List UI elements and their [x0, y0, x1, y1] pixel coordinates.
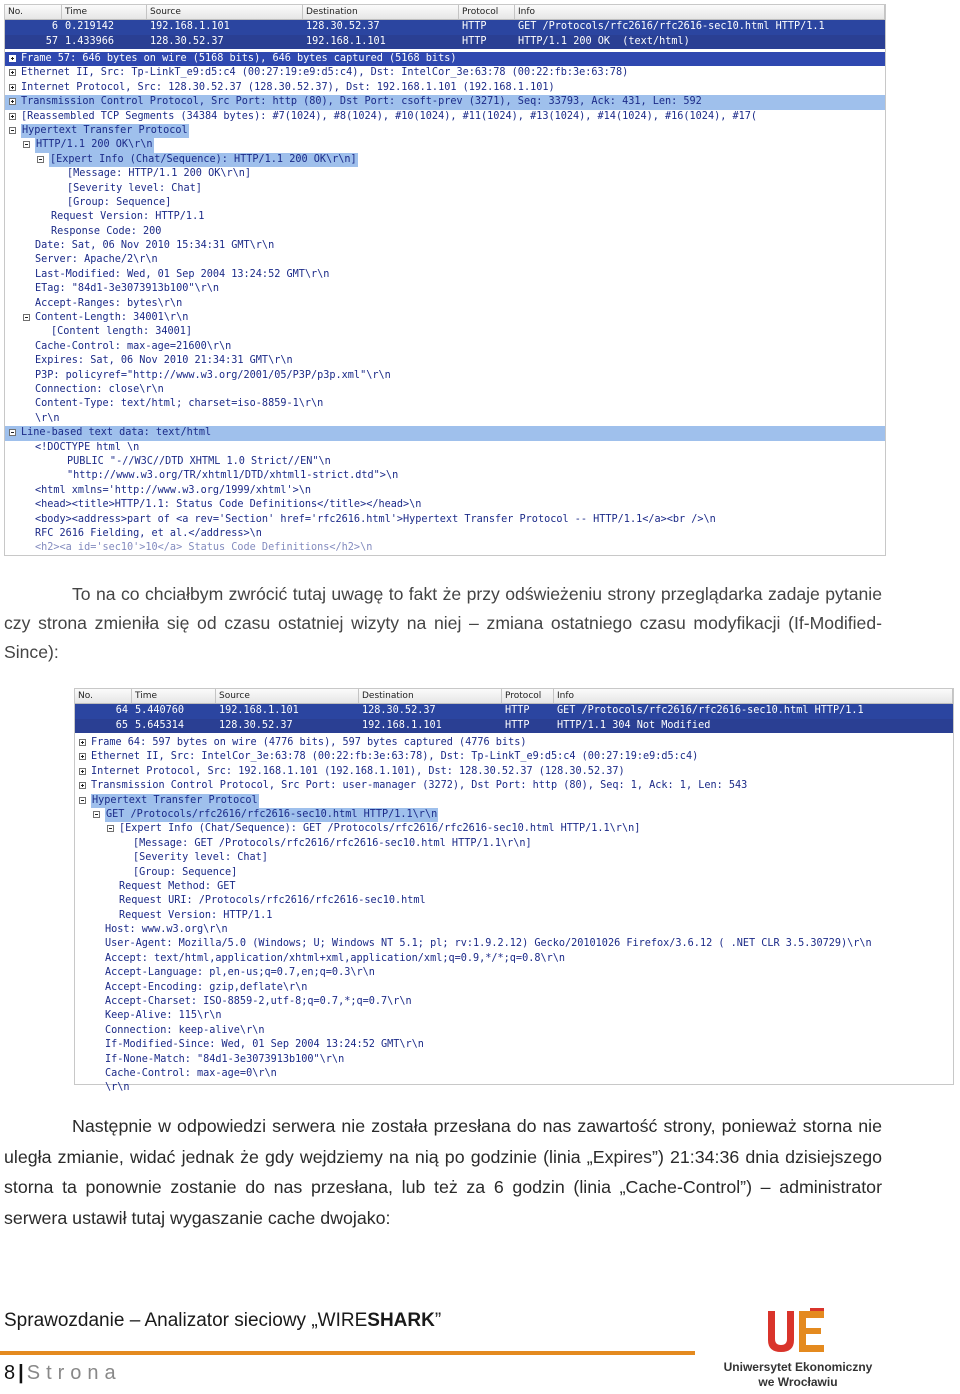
tree-node[interactable]: [5, 268, 885, 282]
tree-node[interactable]: [5, 81, 885, 95]
tree-node[interactable]: [75, 750, 953, 764]
collapse-icon[interactable]: [79, 797, 86, 804]
tree-node[interactable]: [75, 1009, 953, 1023]
tree-node-label: PUBLIC "-//W3C//DTD XHTML 1.0 Strict//EN"\n: [67, 455, 331, 467]
tree-node-label: Content-Length: 34001\r\n: [35, 312, 189, 324]
paragraph-2-text: Następnie w odpowiedzi serwera nie została przesłana do nas zawartość strony, ponieważ storna nie uległa zmianie, widać jednak że gdy wejdziemy na nią po godzinie (linia „Expires”) 21:34:36 dnia dzisiejszego storna ta ponownie zostanie do nas przesłana, lub też za 6 godzin (linia „Cache-Control”) – administrator serwera ustawił tutaj wygaszanie cache dwojako:: [4, 1116, 882, 1228]
page-word: Strona: [26, 1362, 122, 1384]
tree-node-label: Accept-Ranges: bytes\r\n: [35, 297, 183, 309]
tree-node[interactable]: [5, 282, 885, 296]
packet-no: 65: [115, 719, 128, 731]
packet-protocol: HTTP: [505, 705, 530, 716]
paragraph-1-text: To na co chciałbym zwrócić tutaj uwagę to fakt że przy odświeżeniu strony przeglądarka zadaje pytanie czy strona zmieniła się od czasu ostatniej wizyty na niej – zmiana ostatniego czasu modyfikacji (If-Modified-Since):: [4, 584, 882, 662]
tree-node-label: [Content length: 34001]: [51, 326, 193, 338]
tree-node-label: <!DOCTYPE html \n: [35, 441, 140, 453]
packet-time: 5.645314: [135, 719, 185, 731]
tree-node-label: [Reassembled TCP Segments (34384 bytes): #7(1024), #8(1024), #10(1024), #11(1024), #13(1024), #14(1024), #16(1024), #17(: [21, 110, 758, 122]
tree-node-label: ETag: "84d1-3e3073913b100"\r\n: [35, 283, 220, 295]
column-header-source[interactable]: Source: [216, 689, 359, 703]
tree-node-label: <html xmlns='http://www.w3.org/1999/xhtml'>\n: [35, 484, 312, 496]
column-header-time[interactable]: Time: [62, 5, 147, 19]
column-header-destination[interactable]: Destination: [303, 5, 459, 19]
tree-node-label: Line-based text data: text/html: [21, 427, 212, 439]
tree-node[interactable]: [75, 894, 953, 908]
expand-icon[interactable]: [9, 84, 16, 91]
ue-logo-mark: [768, 1308, 824, 1352]
tree-node[interactable]: [5, 340, 885, 354]
tree-node[interactable]: [5, 311, 885, 325]
packet-list-header: [5, 5, 885, 20]
tree-node-label: Request Method: GET: [119, 880, 236, 892]
tree-node[interactable]: [5, 210, 885, 224]
tree-node[interactable]: [5, 225, 885, 239]
tree-node-label: Last-Modified: Wed, 01 Sep 2004 13:24:52 GMT\r\n: [35, 268, 330, 280]
packet-time: 0.219142: [65, 21, 115, 32]
page-number-separator: |: [18, 1362, 24, 1384]
footer-divider: [0, 1351, 695, 1355]
tree-node-label: Keep-Alive: 115\r\n: [105, 1010, 222, 1022]
tree-node[interactable]: [5, 484, 885, 498]
packet-row[interactable]: [75, 719, 953, 734]
tree-node-label: Internet Protocol, Src: 192.168.1.101 (192.168.1.101), Dst: 128.30.52.37 (128.30.52.37): [91, 765, 625, 777]
tree-node-label: \r\n: [105, 1082, 130, 1094]
column-header-no[interactable]: No.: [75, 689, 132, 703]
tree-node[interactable]: [5, 369, 885, 383]
tree-node-label: [Severity level: Chat]: [133, 852, 268, 864]
tree-node-label: Connection: close\r\n: [35, 383, 164, 395]
packet-source: 192.168.1.101: [219, 705, 299, 716]
expand-icon[interactable]: [9, 98, 16, 105]
expand-icon[interactable]: [9, 55, 16, 62]
tree-node[interactable]: [75, 822, 953, 836]
tree-node-label: Request URI: /Protocols/rfc2616/rfc2616-sec10.html: [119, 895, 426, 907]
tree-node[interactable]: [75, 794, 953, 808]
tree-node[interactable]: [75, 995, 953, 1009]
tree-node[interactable]: [75, 923, 953, 937]
tree-node[interactable]: [75, 952, 953, 966]
packet-info: GET /Protocols/rfc2616/rfc2616-sec10.html HTTP/1.1: [557, 705, 864, 716]
packet-protocol: HTTP: [462, 35, 487, 47]
tree-node-label: P3P: policyref="http://www.w3.org/2001/05/P3P/p3p.xml"\r\n: [35, 369, 391, 381]
tree-node[interactable]: [5, 469, 885, 483]
tree-node-label: [Expert Info (Chat/Sequence): HTTP/1.1 200 OK\r\n]: [49, 153, 358, 167]
tree-node-label: [Severity level: Chat]: [67, 182, 202, 194]
collapse-icon[interactable]: [9, 127, 16, 134]
tree-node[interactable]: [75, 909, 953, 923]
tree-node[interactable]: [5, 167, 885, 181]
tree-node-label: Accept: text/html,application/xhtml+xml,application/xml;q=0.9,*/*;q=0.8\r\n: [105, 952, 566, 964]
tree-node[interactable]: [75, 1024, 953, 1038]
tree-node-label: <h2><a id='sec10'>10</a> Status Code Definitions</h2>\n: [35, 542, 373, 554]
tree-node-label: [Group: Sequence]: [133, 866, 238, 878]
collapse-icon[interactable]: [93, 811, 100, 818]
tree-node-label: Request Version: HTTP/1.1: [51, 211, 205, 223]
packet-destination: 192.168.1.101: [362, 719, 442, 731]
tree-node[interactable]: [5, 412, 885, 426]
packet-protocol: HTTP: [462, 21, 487, 32]
column-header-destination[interactable]: Destination: [359, 689, 502, 703]
tree-node-label: Content-Type: text/html; charset=iso-8859-1\r\n: [35, 398, 324, 410]
logo-university-city: we Wrocławiu: [758, 1375, 838, 1389]
tree-node[interactable]: [5, 153, 885, 167]
tree-node-label: If-Modified-Since: Wed, 01 Sep 2004 13:24:52 GMT\r\n: [105, 1039, 424, 1051]
tree-node-label: Server: Apache/2\r\n: [35, 254, 158, 266]
tree-node-label: Connection: keep-alive\r\n: [105, 1024, 265, 1036]
expand-icon[interactable]: [79, 782, 86, 789]
tree-node[interactable]: [5, 196, 885, 210]
footer-title-suffix: ”: [434, 1310, 442, 1331]
tree-node-label: [Message: GET /Protocols/rfc2616/rfc2616-sec10.html HTTP/1.1\r\n]: [133, 837, 532, 849]
tree-node[interactable]: [75, 866, 953, 880]
tree-node[interactable]: [5, 397, 885, 411]
tree-node-label: Hypertext Transfer Protocol: [91, 794, 259, 808]
collapse-icon[interactable]: [9, 429, 16, 436]
tree-node-label: Request Version: HTTP/1.1: [119, 909, 273, 921]
packet-row[interactable]: [5, 20, 885, 35]
wireshark-screenshot-2: [74, 688, 954, 1094]
tree-node[interactable]: [5, 383, 885, 397]
tree-node[interactable]: [5, 455, 885, 469]
tree-node[interactable]: [75, 837, 953, 851]
tree-node-label: \r\n: [35, 412, 60, 424]
tree-node-label: <body><address>part of <a rev='Section' href='rfc2616.html'>Hypertext Transfer Protocol -- HTTP/1.1</a><br />\n: [35, 513, 716, 525]
tree-node[interactable]: [75, 736, 953, 750]
tree-node[interactable]: [5, 498, 885, 512]
tree-node[interactable]: [5, 182, 885, 196]
expand-icon[interactable]: [79, 739, 86, 746]
tree-node-label: [Group: Sequence]: [67, 196, 172, 208]
wireshark-screenshot-1: [4, 4, 886, 556]
tree-node-label: HTTP/1.1 200 OK\r\n: [35, 138, 154, 152]
packet-protocol: HTTP: [505, 719, 530, 731]
column-header-protocol[interactable]: Protocol: [502, 689, 554, 703]
tree-node[interactable]: [5, 297, 885, 311]
paragraph-1: [4, 580, 882, 667]
tree-node-label: Transmission Control Protocol, Src Port: http (80), Dst Port: csoft-prev (3271), Seq: 33793, Ack: 431, Len: 592: [21, 96, 702, 108]
tree-node-label: [Message: HTTP/1.1 200 OK\r\n]: [67, 168, 252, 180]
tree-node-label: [Expert Info (Chat/Sequence): GET /Protocols/rfc2616/rfc2616-sec10.html HTTP/1.1\r\n]: [119, 823, 641, 835]
expand-icon[interactable]: [9, 113, 16, 120]
packet-time: 5.440760: [135, 705, 185, 716]
packet-info: GET /Protocols/rfc2616/rfc2616-sec10.html HTTP/1.1: [518, 21, 825, 32]
column-header-info[interactable]: Info: [515, 5, 885, 19]
tree-node[interactable]: [5, 52, 885, 66]
page-number-value: 8: [4, 1362, 16, 1384]
tree-node[interactable]: [5, 441, 885, 455]
packet-destination: 128.30.52.37: [306, 21, 380, 32]
tree-node[interactable]: [75, 765, 953, 779]
tree-node-label: If-None-Match: "84d1-3e3073913b100"\r\n: [105, 1053, 345, 1065]
tree-node-label: <head><title>HTTP/1.1: Status Code Definitions</title></head>\n: [35, 499, 422, 511]
footer-report-title: [4, 1310, 441, 1332]
tree-node[interactable]: [75, 1038, 953, 1052]
packet-source: 128.30.52.37: [219, 719, 293, 731]
tree-node[interactable]: [5, 253, 885, 267]
tree-node-label: Expires: Sat, 06 Nov 2010 21:34:31 GMT\r\n: [35, 355, 293, 367]
footer-title-prefix: Sprawozdanie – Analizator sieciowy „WIRE: [4, 1310, 368, 1331]
tree-node-label: Accept-Encoding: gzip,deflate\r\n: [105, 981, 308, 993]
tree-node[interactable]: [75, 880, 953, 894]
packet-time: 1.433966: [65, 35, 115, 47]
tree-node[interactable]: [75, 1081, 953, 1095]
tree-node[interactable]: [5, 527, 885, 541]
tree-node[interactable]: [5, 66, 885, 80]
tree-node[interactable]: [5, 513, 885, 527]
expand-icon[interactable]: [79, 753, 86, 760]
tree-node[interactable]: [75, 1053, 953, 1067]
collapse-icon[interactable]: [23, 314, 30, 321]
packet-details-tree: [5, 52, 885, 556]
tree-node[interactable]: [5, 95, 885, 109]
tree-node[interactable]: [75, 937, 953, 951]
tree-node-label: "http://www.w3.org/TR/xhtml1/DTD/xhtml1-strict.dtd">\n: [67, 470, 399, 482]
tree-node[interactable]: [5, 124, 885, 138]
tree-node-label: Accept-Language: pl,en-us;q=0.7,en;q=0.3\r\n: [105, 967, 375, 979]
logo-university-name: Uniwersytet Ekonomiczny: [723, 1360, 873, 1374]
tree-node-label: Response Code: 200: [51, 225, 162, 237]
tree-node-label: Internet Protocol, Src: 128.30.52.37 (128.30.52.37), Dst: 192.168.1.101 (192.168.1.101): [21, 81, 555, 93]
expand-icon[interactable]: [9, 69, 16, 76]
tree-node[interactable]: [5, 325, 885, 339]
packet-source: 128.30.52.37: [150, 35, 224, 47]
column-header-source[interactable]: Source: [147, 5, 303, 19]
packet-destination: 128.30.52.37: [362, 705, 436, 716]
expand-icon[interactable]: [79, 768, 86, 775]
packet-no: 64: [115, 705, 128, 716]
packet-no: 6: [51, 21, 58, 32]
footer-title-bold: SHARK: [367, 1310, 435, 1331]
tree-node[interactable]: [5, 239, 885, 253]
tree-node-label: Frame 57: 646 bytes on wire (5168 bits), 646 bytes captured (5168 bits): [21, 53, 457, 64]
column-header-info[interactable]: Info: [554, 689, 953, 703]
collapse-icon[interactable]: [37, 156, 44, 163]
tree-node-label: Host: www.w3.org\r\n: [105, 924, 228, 936]
column-header-protocol[interactable]: Protocol: [459, 5, 515, 19]
tree-node-label: Ethernet II, Src: Tp-LinkT_e9:d5:c4 (00:27:19:e9:d5:c4), Dst: IntelCor_3e:63:78 (00:22:fb:3e:63:78): [21, 67, 629, 79]
paragraph-2: [4, 1111, 882, 1233]
column-header-time[interactable]: Time: [132, 689, 216, 703]
tree-node-label: Hypertext Transfer Protocol: [21, 124, 189, 138]
packet-info: HTTP/1.1 304 Not Modified: [557, 719, 711, 731]
packet-list-header: [75, 689, 953, 704]
packet-no: 57: [45, 35, 58, 47]
packet-row[interactable]: [5, 35, 885, 50]
packet-info: HTTP/1.1 200 OK (text/html): [518, 35, 690, 47]
collapse-icon[interactable]: [107, 825, 114, 832]
tree-node-label: Date: Sat, 06 Nov 2010 15:34:31 GMT\r\n: [35, 240, 275, 252]
column-header-no[interactable]: No.: [5, 5, 62, 19]
tree-node[interactable]: [5, 541, 885, 555]
collapse-icon[interactable]: [23, 141, 30, 148]
tree-node-label: Transmission Control Protocol, Src Port: user-manager (3272), Dst Port: http (80), Seq: 1, Ack: 1, Len: 543: [91, 780, 748, 792]
tree-node-label: Ethernet II, Src: IntelCor_3e:63:78 (00:22:fb:3e:63:78), Dst: Tp-LinkT_e9:d5:c4 (00:27:19:e9:d5:c4): [91, 751, 699, 763]
tree-node-label: Frame 64: 597 bytes on wire (4776 bits), 597 bytes captured (4776 bits): [91, 737, 527, 748]
packet-source: 192.168.1.101: [150, 21, 230, 32]
page-number: [4, 1362, 122, 1385]
tree-node[interactable]: [75, 779, 953, 793]
packet-destination: 192.168.1.101: [306, 35, 386, 47]
tree-node-label: Cache-Control: max-age=21600\r\n: [35, 340, 232, 352]
tree-node-label: RFC 2616 Fielding, et al.</address>\n: [35, 527, 262, 539]
tree-node[interactable]: [75, 808, 953, 822]
tree-node[interactable]: [5, 138, 885, 152]
tree-node-label: User-Agent: Mozilla/5.0 (Windows; U; Windows NT 5.1; pl; rv:1.9.2.12) Gecko/20101026 Firefox/3.6.12 ( .NET CLR 3.5.30729)\r\n: [105, 938, 872, 950]
packet-row[interactable]: [75, 704, 953, 719]
tree-node-label: GET /Protocols/rfc2616/rfc2616-sec10.html HTTP/1.1\r\n: [105, 808, 438, 822]
tree-node[interactable]: [75, 1067, 953, 1081]
tree-node[interactable]: [5, 354, 885, 368]
tree-node[interactable]: [5, 426, 885, 440]
packet-details-tree: [75, 736, 953, 1096]
tree-node[interactable]: [5, 110, 885, 124]
tree-node-label: Cache-Control: max-age=0\r\n: [105, 1067, 277, 1079]
tree-node[interactable]: [75, 851, 953, 865]
tree-node[interactable]: [75, 966, 953, 980]
tree-node[interactable]: [75, 981, 953, 995]
tree-node-label: Accept-Charset: ISO-8859-2,utf-8;q=0.7,*;q=0.7\r\n: [105, 996, 412, 1008]
